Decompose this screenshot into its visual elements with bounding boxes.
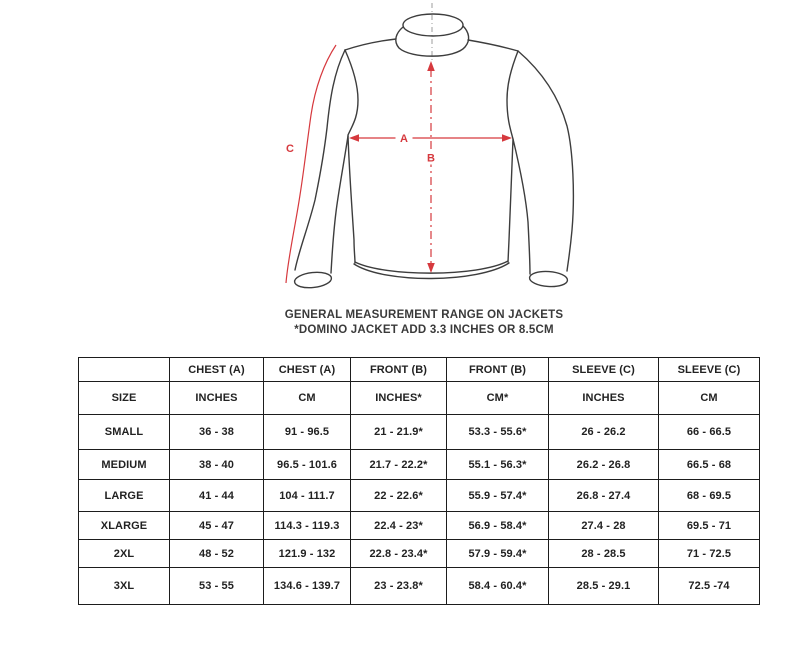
size-cell: LARGE — [79, 480, 170, 512]
value-cell: 22 - 22.6* — [351, 480, 447, 512]
value-cell: 55.1 - 56.3* — [447, 450, 549, 480]
size-cell: 3XL — [79, 568, 170, 605]
collar-rim — [403, 14, 463, 36]
right-cuff — [529, 270, 568, 288]
value-cell: 41 - 44 — [170, 480, 264, 512]
value-cell: 38 - 40 — [170, 450, 264, 480]
value-cell: 21.7 - 22.2* — [351, 450, 447, 480]
header-row-2 — [79, 382, 760, 415]
value-cell: 21 - 21.9* — [351, 415, 447, 450]
size-table-body — [79, 415, 760, 605]
header-cell — [79, 358, 170, 382]
table-row — [79, 512, 760, 540]
right-sleeve-outer — [518, 51, 573, 271]
size-table — [78, 357, 760, 605]
value-cell: 121.9 - 132 — [264, 540, 351, 568]
value-cell: 45 - 47 — [170, 512, 264, 540]
value-cell: 57.9 - 59.4* — [447, 540, 549, 568]
value-cell: 68 - 69.5 — [659, 480, 760, 512]
value-cell: 23 - 23.8* — [351, 568, 447, 605]
measure-b-label: B — [427, 152, 435, 165]
value-cell: 69.5 - 71 — [659, 512, 760, 540]
header-cell: SIZE — [79, 382, 170, 415]
size-table-head — [79, 358, 760, 415]
value-cell: 55.9 - 57.4* — [447, 480, 549, 512]
caption-line2: *DOMINO JACKET ADD 3.3 INCHES OR 8.5CM — [294, 323, 554, 336]
header-cell: INCHES* — [351, 382, 447, 415]
value-cell: 114.3 - 119.3 — [264, 512, 351, 540]
measure-a-label: A — [400, 133, 408, 145]
header-cell: FRONT (B) — [447, 358, 549, 382]
value-cell: 96.5 - 101.6 — [264, 450, 351, 480]
header-cell: CM — [264, 382, 351, 415]
value-cell: 58.4 - 60.4* — [447, 568, 549, 605]
value-cell: 53.3 - 55.6* — [447, 415, 549, 450]
header-cell: INCHES — [170, 382, 264, 415]
right-shoulder-line — [468, 40, 518, 51]
right-sleeve-inner — [513, 139, 530, 274]
header-cell: INCHES — [549, 382, 659, 415]
size-cell: SMALL — [79, 415, 170, 450]
value-cell: 26 - 26.2 — [549, 415, 659, 450]
value-cell: 104 - 111.7 — [264, 480, 351, 512]
value-cell: 26.8 - 27.4 — [549, 480, 659, 512]
measure-c-line — [286, 45, 336, 283]
measure-a-arrow-right — [502, 134, 512, 142]
value-cell: 28 - 28.5 — [549, 540, 659, 568]
header-cell: FRONT (B) — [351, 358, 447, 382]
value-cell: 91 - 96.5 — [264, 415, 351, 450]
left-sleeve-outer — [295, 50, 345, 270]
measure-b-arrow-bottom — [427, 263, 435, 273]
size-cell: MEDIUM — [79, 450, 170, 480]
caption-line1: GENERAL MEASUREMENT RANGE ON JACKETS — [284, 309, 564, 321]
value-cell: 71 - 72.5 — [659, 540, 760, 568]
value-cell: 22.4 - 23* — [351, 512, 447, 540]
value-cell: 22.8 - 23.4* — [351, 540, 447, 568]
header-cell: CHEST (A) — [264, 358, 351, 382]
size-cell: XLARGE — [79, 512, 170, 540]
header-row-1 — [79, 358, 760, 382]
table-row — [79, 568, 760, 605]
value-cell: 28.5 - 29.1 — [549, 568, 659, 605]
value-cell: 72.5 -74 — [659, 568, 760, 605]
value-cell: 66.5 - 68 — [659, 450, 760, 480]
caption — [214, 308, 634, 337]
header-cell: CM — [659, 382, 760, 415]
left-cuff — [294, 271, 332, 290]
size-cell: 2XL — [79, 540, 170, 568]
table-row — [79, 540, 760, 568]
value-cell: 56.9 - 58.4* — [447, 512, 549, 540]
left-sleeve-inner — [331, 136, 348, 273]
header-cell: SLEEVE (C) — [659, 358, 760, 382]
measure-a-arrow-left — [349, 134, 359, 142]
value-cell: 27.4 - 28 — [549, 512, 659, 540]
value-cell: 36 - 38 — [170, 415, 264, 450]
measure-c-label: C — [286, 143, 294, 155]
left-armhole-body-edge — [345, 50, 358, 263]
table-row — [79, 480, 760, 512]
table-row — [79, 450, 760, 480]
value-cell: 53 - 55 — [170, 568, 264, 605]
value-cell: 66 - 66.5 — [659, 415, 760, 450]
value-cell: 134.6 - 139.7 — [264, 568, 351, 605]
value-cell: 48 - 52 — [170, 540, 264, 568]
header-cell: SLEEVE (C) — [549, 358, 659, 382]
left-shoulder-line — [345, 39, 396, 50]
table-row — [79, 415, 760, 450]
measure-b-arrow-top — [427, 61, 435, 71]
jacket-measurement-diagram — [0, 0, 800, 300]
header-cell: CHEST (A) — [170, 358, 264, 382]
value-cell: 26.2 - 26.8 — [549, 450, 659, 480]
header-cell: CM* — [447, 382, 549, 415]
